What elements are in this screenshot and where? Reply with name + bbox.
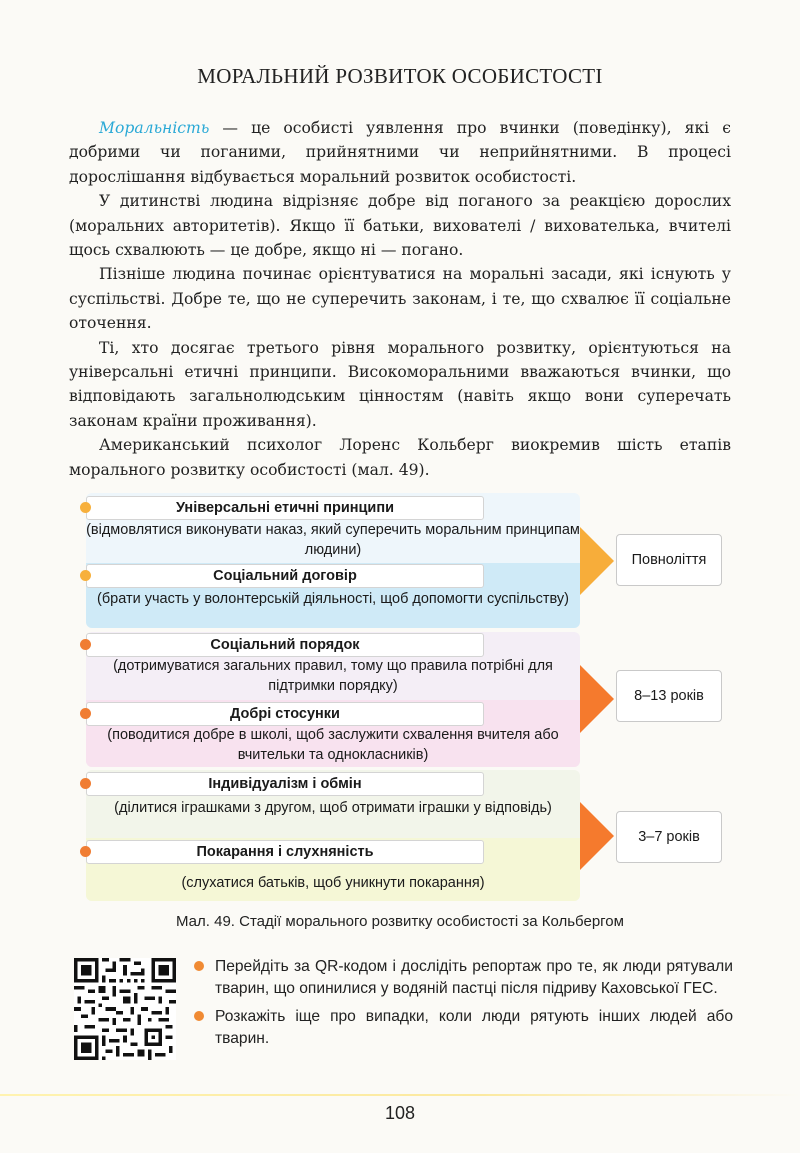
- task-text: Розкажіть іще про випадки, коли люди рятують інших людей або тварин.: [215, 1008, 733, 1047]
- orange-bullet-icon: [194, 1011, 204, 1021]
- age-8-13-box: 8–13 років: [616, 670, 722, 722]
- paragraph-definition: [69, 116, 731, 189]
- qr-code-icon[interactable]: [74, 958, 176, 1060]
- stage-social-contract-title: Соціальний договір: [86, 564, 484, 588]
- stage-universal-principles-title: Універсальні етичні принципи: [86, 496, 484, 520]
- stage-social-contract-desc: (брати участь у волонтерській діяльності, щоб допомогти суспільству): [97, 591, 569, 607]
- arrow-right-icon: [580, 665, 614, 733]
- term-morality: Моральність: [99, 119, 210, 137]
- paragraph-third-level: Ті, хто досягає третього рівня морального розвитку, орієнтуються на універсальні етичні принципи. Високоморальними вважаються вчинки, що відповідають загальнолюдським цінностям (навіть якщо вони суперечать законам країни проживання).: [69, 338, 731, 430]
- task-item: [193, 956, 733, 1000]
- stage-dot-icon: [80, 846, 91, 857]
- page-title: МОРАЛЬНИЙ РОЗВИТОК ОСОБИСТОСТІ: [197, 64, 603, 88]
- stage-punishment-title: Покарання і слухняність: [86, 840, 484, 864]
- stage-dot-icon: [80, 502, 91, 513]
- paragraph-childhood: У дитинстві людина відрізняє добре від поганого за реакцією дорослих (моральних авторитетів). Якщо її батьки, вихователі / вихователька, вчителі щось схвалюють — це добре, якщо ні — погано.: [69, 192, 731, 260]
- figure-caption: Мал. 49. Стадії морального розвитку особистості за Кольбергом: [176, 913, 624, 930]
- page-number: 108: [384, 1103, 416, 1123]
- body-text: [69, 116, 731, 482]
- task-list: [193, 956, 733, 1056]
- footer-divider: [0, 1094, 800, 1096]
- stage-social-order-desc: (дотримуватися загальних правил, тому що правила потрібні для підтримки порядку): [113, 658, 553, 694]
- stage-dot-icon: [80, 708, 91, 719]
- stage-dot-icon: [80, 639, 91, 650]
- arrow-right-icon: [580, 527, 614, 595]
- stage-dot-icon: [80, 570, 91, 581]
- age-adulthood-box: Повноліття: [616, 534, 722, 586]
- stage-dot-icon: [80, 778, 91, 789]
- age-3-7-box: 3–7 років: [616, 811, 722, 863]
- stage-universal-principles-desc: (відмовлятися виконувати наказ, який суперечить моральним принципам людини): [86, 522, 580, 558]
- stage-good-relations-title: Добрі стосунки: [86, 702, 484, 726]
- arrow-right-icon: [580, 802, 614, 870]
- paragraph-later: Пізніше людина починає орієнтуватися на моральні засади, які існують у суспільстві. Добре те, що не суперечить законам, і те, що схвалює її соціальне оточення.: [69, 265, 731, 333]
- orange-bullet-icon: [194, 961, 204, 971]
- stage-good-relations-desc: (поводитися добре в школі, щоб заслужити схвалення вчителя або вчительки та однокласників): [107, 727, 559, 763]
- task-item: [193, 1006, 733, 1050]
- paragraph-definition-text: — це особисті уявлення про вчинки (поведінку), які є добрими чи поганими, прийнятними чи неприйнятними. В процесі дорослішання відбувається моральний розвиток особистості.: [69, 119, 731, 186]
- stage-individualism-title: Індивідуалізм і обмін: [86, 772, 484, 796]
- stage-punishment-desc: (слухатися батьків, щоб уникнути покарання): [181, 875, 485, 891]
- task-text: Перейдіть за QR-кодом і дослідіть репортаж про те, як люди рятували тварин, що опинилися у водяній пастці після підриву Каховської ГЕС.: [215, 958, 733, 997]
- stage-social-order-title: Соціальний порядок: [86, 633, 484, 657]
- paragraph-kohlberg: Американський психолог Лоренс Кольберг виокремив шість етапів морального розвитку особистості (мал. 49).: [69, 436, 731, 479]
- stage-individualism-desc: (ділитися іграшками з другом, щоб отримати іграшки у відповідь): [114, 800, 552, 816]
